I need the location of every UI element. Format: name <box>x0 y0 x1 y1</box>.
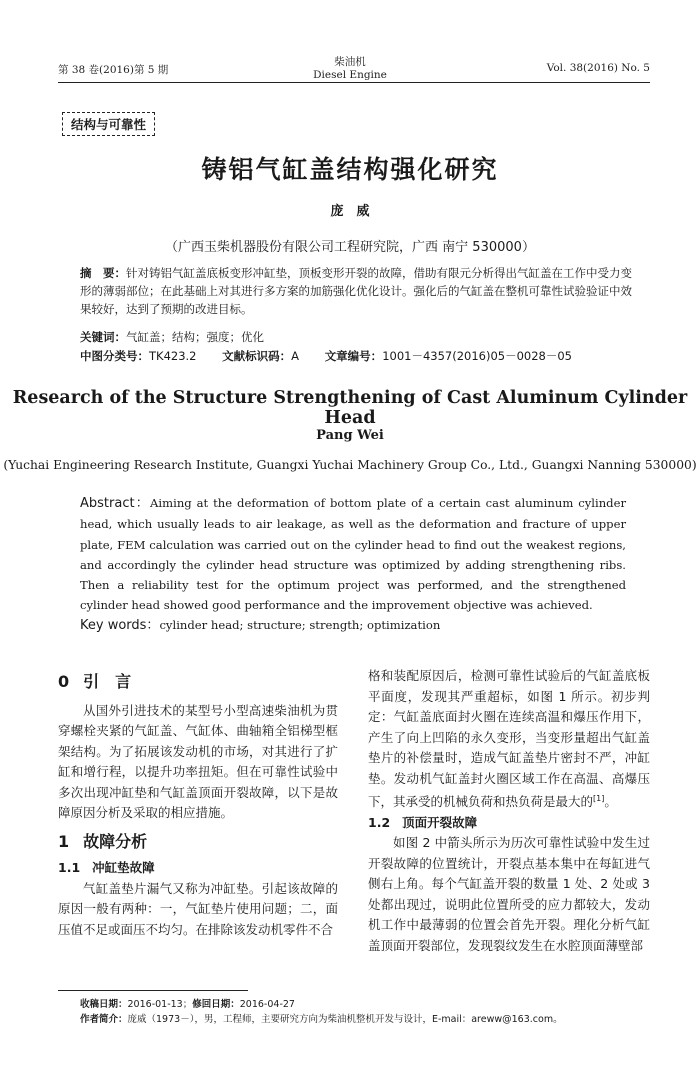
author-bio-text: 庞威（1973－），男，工程师，主要研究方向为柴油机整机开发与设计，E-mail：areww@163.com。 <box>127 1014 563 1025</box>
title-en: Research of the Structure Strengthening of Cast Aluminum Cylinder Head <box>12 388 688 428</box>
footnote-rule <box>58 990 248 991</box>
section-0-title: 引 言 <box>83 672 132 691</box>
received-label: 收稿日期： <box>80 999 128 1010</box>
revised-label: 修回日期： <box>192 999 240 1010</box>
header-volume-issue: 第 38 卷(2016)第 5 期 <box>58 64 169 76</box>
abstract-cn-label: 摘 要： <box>80 266 126 280</box>
author-bio-label: 作者简介： <box>80 1014 128 1025</box>
section-1-1-heading <box>58 858 338 879</box>
keywords-cn-label: 关键词： <box>80 330 126 344</box>
affiliation-cn: （广西玉柴机器股份有限公司工程研究院，广西 南宁 530000） <box>165 240 535 255</box>
author-cn: 庞 威 <box>330 204 370 219</box>
header-rule <box>58 82 650 83</box>
section-1-1-paragraph-right <box>368 666 650 813</box>
section-1-2-heading <box>368 813 650 834</box>
section-1-heading <box>58 832 338 853</box>
footnote-dates <box>80 996 650 1010</box>
section-1-1-paragraph-left: 气缸盖垫片漏气又称为冲缸垫。引起该故障的原因一般有两种：一，气缸垫片使用问题；二，面压值不足或面压不均匀。在排除该发动机零件不合 <box>58 880 338 937</box>
clc-label: 中图分类号： <box>80 349 149 363</box>
title-cn: 铸铝气缸盖结构强化研究 <box>201 155 499 184</box>
section-1-1-continued-text: 格和装配原因后，检测可靠性试验后的气缸盖底板平面度，发现其严重超标，如图 1 所示。初步判定：气缸盖底面封火圈在连续高温和爆压作用下，产生了向上凹陷的永久变形，当变形量超出气缸盖垫片的补偿量时，造成气缸盖垫片密封不严，冲缸垫。发动机气缸盖封火圈区域工作在高温、高爆压下，其承受的机械负荷和热负荷是最大的 <box>368 668 650 810</box>
section-label: 结构与可靠性 <box>62 112 155 136</box>
keywords-en-label: Key words： <box>80 618 160 633</box>
abstract-en-text: Aiming at the deformation of bottom plate of a certain cast aluminum cylinder head, which usually leads to air leakage, as well as the deformation and fracture of upper plate, FEM calculation was carried out on the cylinder head to find out the weakest regions, and accordingly the cylinder head structure was optimized by adding strengthening ribs. Then a reliability test for the optimum project was performed, and the strengthened cylinder head showed good performance and the improvement objective was achieved. <box>80 496 626 613</box>
abstract-en-label: Abstract： <box>80 496 151 511</box>
keywords-cn-text: 气缸盖；结构；强度；优化 <box>126 330 264 344</box>
abstract-cn-text: 针对铸铝气缸盖底板变形冲缸垫，顶板变形开裂的故障，借助有限元分析得出气缸盖在工作中受力变形的薄弱部位；在此基础上对其进行多方案的加筋强化优化设计。强化后的气缸盖在整机可靠性试验验证中效果较好，达到了预期的改进目标。 <box>80 266 632 316</box>
body-left-column <box>58 672 338 940</box>
section-0-number: 0 <box>58 672 70 691</box>
citation-1: [1] <box>593 794 605 803</box>
abstract-en <box>80 493 626 616</box>
revised-date: 2016-04-27 <box>239 999 295 1010</box>
doc-code-label: 文献标识码： <box>222 349 292 363</box>
header-journal-en: Diesel Engine <box>313 69 387 81</box>
section-1-1-end-mark: 。 <box>604 794 617 810</box>
keywords-cn <box>80 329 640 345</box>
section-1-1-title: 冲缸垫故障 <box>92 860 155 875</box>
header-journal-cn: 柴油机 <box>334 56 366 68</box>
section-0-heading <box>58 672 338 693</box>
section-0-paragraph: 从国外引进技术的某型号小型高速柴油机为贯穿螺栓夹紧的气缸盖、气缸体、曲轴箱全铝梯型框架结构。为了拓展该发动机的市场，对其进行了扩缸和增行程，以提升功率扭矩。但在可靠性试验中多次出现冲缸垫和气缸盖顶面开裂故障，以下是故障原因分析及采取的相应措施。 <box>58 702 338 820</box>
classification-line <box>80 348 640 364</box>
clc-value: TK423.2 <box>149 349 197 363</box>
footnote-author <box>80 1011 650 1025</box>
keywords-en-text: cylinder head; structure; strength; optimization <box>159 618 441 632</box>
author-en: Pang Wei <box>316 428 384 443</box>
section-1-1-number: 1.1 <box>58 860 81 875</box>
doc-code-value: A <box>291 349 300 363</box>
article-no-value: 1001－4357(2016)05－0028－05 <box>382 349 572 363</box>
article-no-label: 文章编号： <box>324 349 383 363</box>
section-1-title: 故障分析 <box>83 831 148 851</box>
header-volume-en: Vol. 38(2016) No. 5 <box>546 62 650 74</box>
section-1-2-paragraph: 如图 2 中箭头所示为历次可靠性试验中发生过开裂故障的位置统计，开裂点基本集中在每缸进气侧右上角。每个气缸盖开裂的数量 1 处、2 处或 3 处都出现过，说明此位置所受的应力都较大，发动机工作中最薄弱的位置会首先开裂。理化分析气缸盖顶面开裂部位，发现裂纹发生在水腔顶面薄壁部 <box>368 835 650 953</box>
section-1-number: 1 <box>58 831 70 851</box>
keywords-en <box>80 614 626 633</box>
section-1-2-title: 顶面开裂故障 <box>402 814 478 830</box>
body-right-column <box>368 666 650 956</box>
section-1-2-number: 1.2 <box>368 814 391 830</box>
received-date: 2016-01-13； <box>127 999 193 1010</box>
abstract-cn <box>80 264 640 318</box>
affiliation-en: (Yuchai Engineering Research Institute, Guangxi Yuchai Machinery Group Co., Ltd., Guangxi Nanning 530000) <box>3 458 697 472</box>
